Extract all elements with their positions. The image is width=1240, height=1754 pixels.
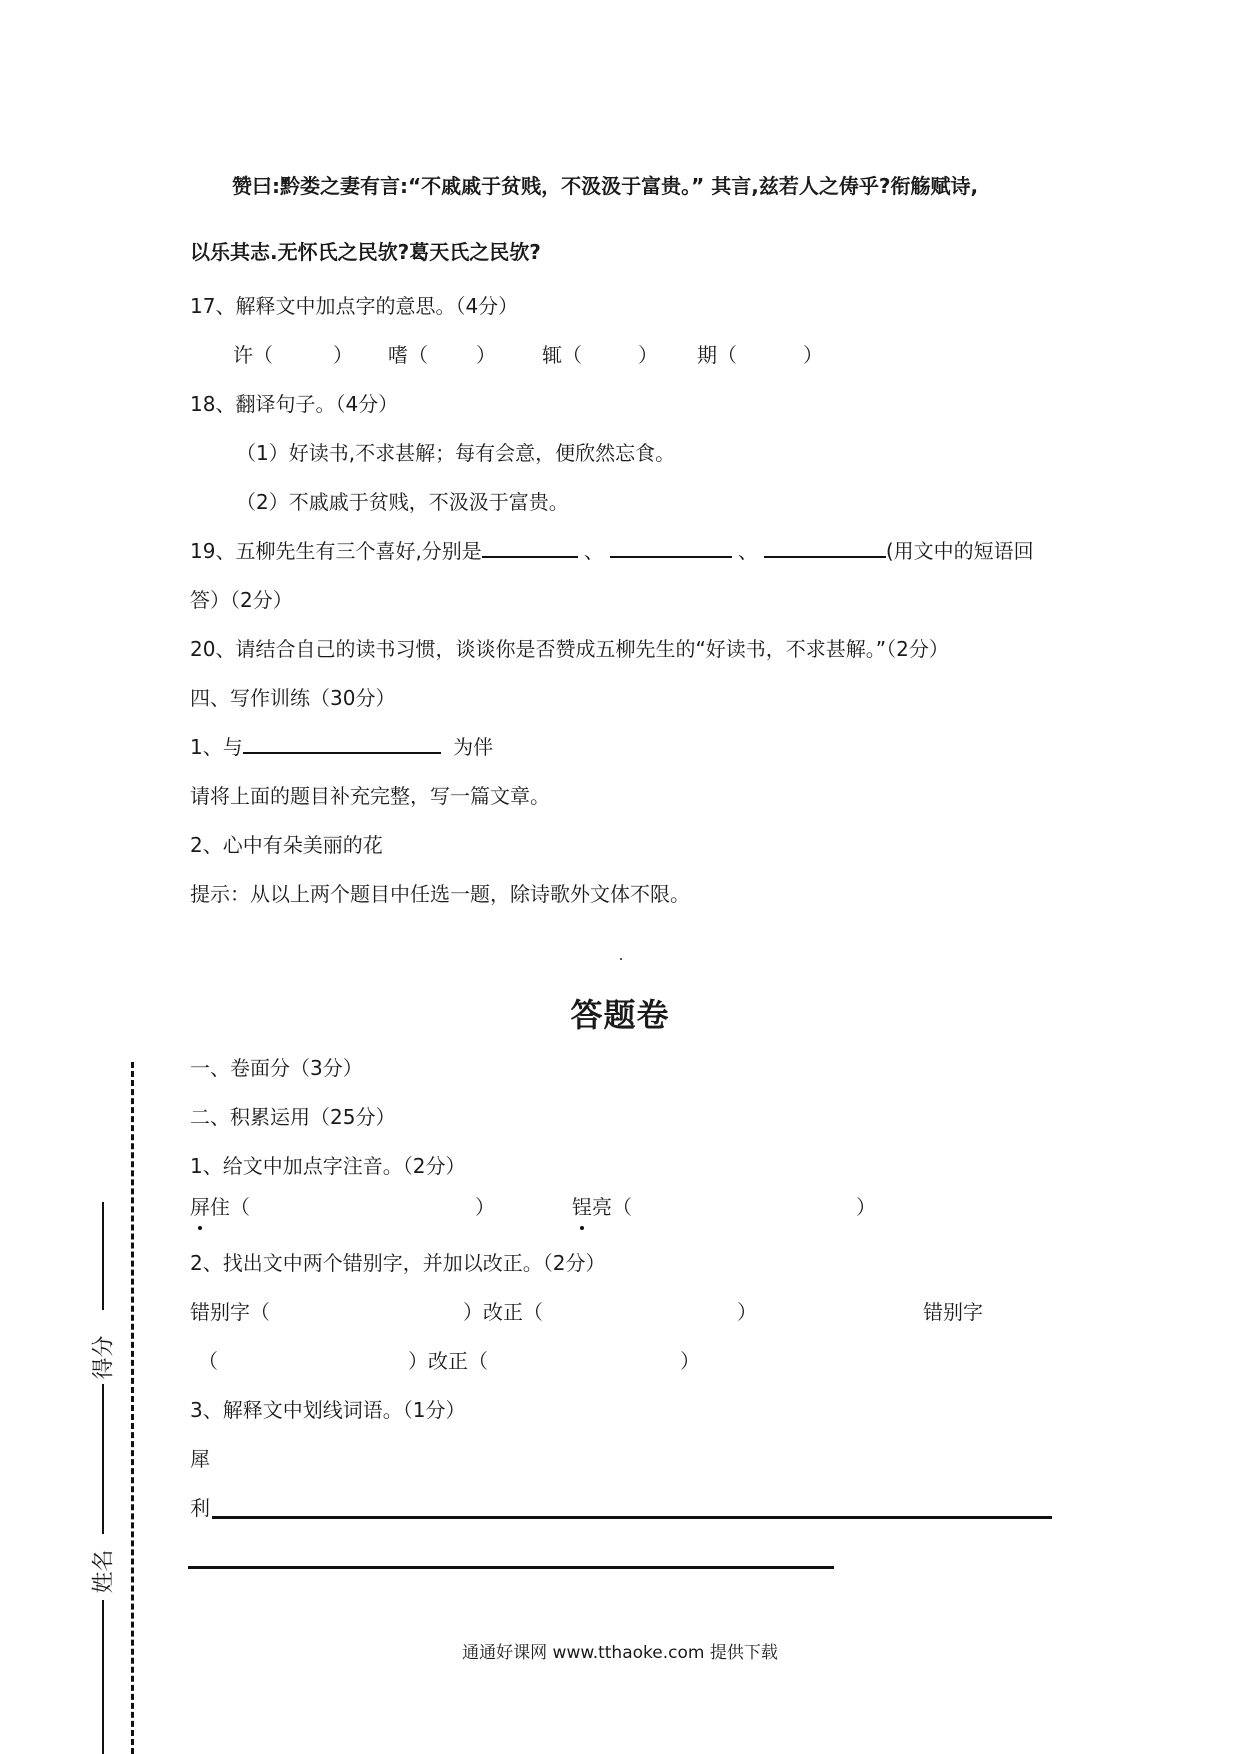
answer-3-prompt: 3、解释文中划线词语。（1分） [190,1398,466,1422]
answer-3-word-2: 利 [190,1496,210,1520]
answer-2-open-2: （ [198,1349,218,1373]
answer-1-word-1-close: ） [475,1195,495,1219]
answer-sheet-title: 答题卷 [570,996,670,1034]
name-line-bottom[interactable] [102,1600,104,1754]
q18-sentence-1: （1）好读书,不求甚解；每有会意，便欣然忘食。 [236,441,676,465]
passage-line-2: 以乐其志.无怀氏之民欤?葛天氏之民欤? [190,240,541,264]
question-19-line-2: 答）（2分） [190,588,293,612]
q18-sentence-2: （2）不戚戚于贫贱，不汲汲于富贵。 [236,490,569,514]
writing-topic-1-note: 请将上面的题目补充完整，写一篇文章。 [190,784,550,808]
answer-2-wrong-2: 错别字 [923,1300,983,1324]
writing-tip: 提示：从以上两个题目中任选一题，除诗歌外文体不限。 [190,882,690,906]
question-19-prompt: 19、五柳先生有三个喜好,分别是 、 、 (用文中的短语回 [190,539,1034,563]
answer-line-1[interactable] [212,1516,1052,1519]
answer-2-prompt: 2、找出文中两个错别字，并加以改正。（2分） [190,1251,606,1275]
answer-section-2: 二、积累运用（25分） [190,1105,396,1129]
q17-item-zhe: 辄（ ） [542,343,658,367]
answer-3-word-1: 犀 [190,1447,210,1471]
question-18-prompt: 18、翻译句子。（4分） [190,392,399,416]
q17-item-shi: 嗜（ ） [388,343,496,367]
q17-item-qi: 期（ ） [697,343,823,367]
stray-dot [620,958,622,960]
answer-2-close-1: ） [737,1300,757,1324]
answer-section-1: 一、卷面分（3分） [190,1056,363,1080]
name-label: 姓名 [91,1549,117,1594]
dotted-char: 锃 [572,1195,592,1219]
score-line-top [102,1202,104,1310]
writing-topic-1-blank[interactable] [243,734,441,754]
answer-1-word-2-close: ） [856,1195,876,1219]
dotted-char: 屏 [190,1195,210,1219]
q19-blank-1[interactable] [482,538,578,558]
score-line-bottom[interactable] [102,1384,104,1510]
q19-blank-2[interactable] [610,538,732,558]
answer-2-close-2: ） [680,1349,700,1373]
answer-2-wrong-1: 错别字（ [190,1300,270,1324]
answer-1-word-2: 锃亮（ [572,1195,632,1219]
name-line-top [102,1510,104,1534]
q17-item-xu: 许（ ） [233,343,353,367]
question-20-prompt: 20、请结合自己的读书习惯，谈谈你是否赞成五柳先生的“好读书，不求甚解。”（2分） [190,637,949,661]
answer-line-2[interactable] [188,1566,834,1569]
passage-line-1: 赞曰:黔娄之妻有言:“不戚戚于贫贱，不汲汲于富贵。” 其言,兹若人之俦乎?衔觞赋诗, [232,174,979,198]
question-17-prompt: 17、解释文中加点字的意思。（4分） [190,294,519,318]
q19-blank-3[interactable] [764,538,886,558]
writing-topic-1: 1、与 为伴 [190,735,494,759]
footer-credit: 通通好课网 www.tthaoke.com 提供下载 [462,1643,778,1663]
writing-topic-2: 2、心中有朵美丽的花 [190,833,383,857]
answer-1-word-1: 屏住（ [190,1195,250,1219]
answer-2-fix-1: ）改正（ [463,1300,543,1324]
answer-2-fix-2: ）改正（ [408,1349,488,1373]
answer-1-prompt: 1、给文中加点字注音。（2分） [190,1154,466,1178]
score-label: 得分 [91,1335,117,1380]
writing-heading: 四、写作训练（30分） [190,686,396,710]
